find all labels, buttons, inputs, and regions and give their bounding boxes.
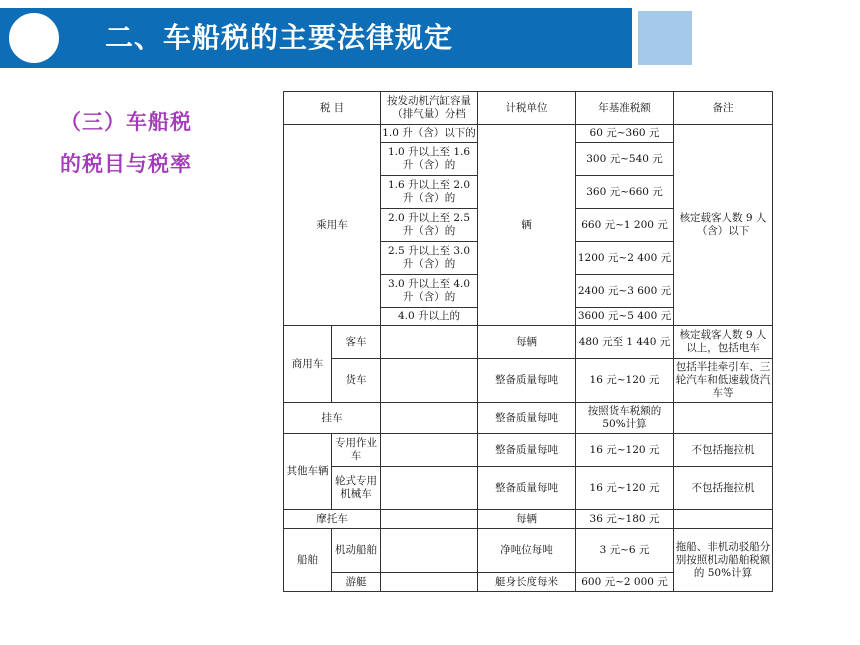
empty-cell: [381, 510, 478, 529]
bus-label: 客车: [332, 326, 381, 359]
tax-note: [674, 510, 773, 529]
tax-amount: 360 元~660 元: [576, 176, 674, 209]
tax-amount: 600 元~2 000 元: [576, 573, 674, 592]
tax-amount: 36 元~180 元: [576, 510, 674, 529]
displacement-band: 2.5 升以上至 3.0 升（含）的: [381, 242, 478, 275]
tax-amount: 16 元~120 元: [576, 467, 674, 510]
accent-square: [638, 11, 692, 65]
subtitle-line-1: （三）车船税: [60, 110, 192, 134]
table-row: [284, 326, 773, 359]
displacement-band: 2.0 升以上至 2.5 升（含）的: [381, 209, 478, 242]
tax-amount: 16 元~120 元: [576, 434, 674, 467]
truck-label: 货车: [332, 359, 381, 403]
tax-unit: 每辆: [478, 510, 576, 529]
tax-unit: 整备质量每吨: [478, 434, 576, 467]
empty-cell: [381, 403, 478, 434]
commercial-vehicle-label: 商用车: [284, 326, 332, 403]
tax-amount: 300 元~540 元: [576, 143, 674, 176]
empty-cell: [381, 326, 478, 359]
table-row: [284, 125, 773, 143]
tax-note: [674, 403, 773, 434]
empty-cell: [381, 467, 478, 510]
special-vehicle-label: 专用作业车: [332, 434, 381, 467]
tax-amount: 3 元~6 元: [576, 529, 674, 573]
tax-note: 不包括拖拉机: [674, 434, 773, 467]
empty-cell: [381, 573, 478, 592]
displacement-band: 1.0 升以上至 1.6 升（含）的: [381, 143, 478, 176]
motorcycle-label: 摩托车: [284, 510, 381, 529]
tax-unit: 净吨位每吨: [478, 529, 576, 573]
tax-unit: 整备质量每吨: [478, 403, 576, 434]
tax-unit: 每辆: [478, 326, 576, 359]
empty-cell: [381, 359, 478, 403]
tax-unit: 艇身长度每米: [478, 573, 576, 592]
header-amount: 年基准税额: [576, 92, 674, 125]
tax-amount: 按照货车税额的 50%计算: [576, 403, 674, 434]
table-row: [284, 529, 773, 573]
tax-amount: 60 元~360 元: [576, 125, 674, 143]
header-category: 税 目: [284, 92, 381, 125]
tax-amount: 480 元至 1 440 元: [576, 326, 674, 359]
tax-unit: 整备质量每吨: [478, 359, 576, 403]
passenger-note: 核定载客人数 9 人（含）以下: [674, 125, 773, 326]
tax-unit: 整备质量每吨: [478, 467, 576, 510]
displacement-band: 4.0 升以上的: [381, 308, 478, 326]
tax-amount: 2400 元~3 600 元: [576, 275, 674, 308]
motor-vessel-label: 机动船舶: [332, 529, 381, 573]
trailer-label: 挂车: [284, 403, 381, 434]
header-note: 备注: [674, 92, 773, 125]
header-displacement: 按发动机汽缸容量（排气量）分档: [381, 92, 478, 125]
tax-amount: 3600 元~5 400 元: [576, 308, 674, 326]
yacht-label: 游艇: [332, 573, 381, 592]
page-title: 二、车船税的主要法律规定: [105, 21, 454, 54]
table-row: [284, 510, 773, 529]
tax-note: 不包括拖拉机: [674, 467, 773, 510]
header-unit: 计税单位: [478, 92, 576, 125]
tax-amount: 660 元~1 200 元: [576, 209, 674, 242]
displacement-band: 1.0 升（含）以下的: [381, 125, 478, 143]
passenger-unit: 辆: [478, 125, 576, 326]
tax-note: 包括半挂牵引车、三轮汽车和低速载货汽车等: [674, 359, 773, 403]
wheeled-vehicle-label: 轮式专用机械车: [332, 467, 381, 510]
displacement-band: 3.0 升以上至 4.0 升（含）的: [381, 275, 478, 308]
table-row: [284, 359, 773, 403]
displacement-band: 1.6 升以上至 2.0 升（含）的: [381, 176, 478, 209]
vessel-label: 船舶: [284, 529, 332, 592]
passenger-car-label: 乘用车: [284, 125, 381, 326]
tax-amount: 16 元~120 元: [576, 359, 674, 403]
tax-table: [283, 91, 773, 592]
table-row: [284, 434, 773, 467]
subtitle-line-2: 的税目与税率: [60, 152, 192, 176]
tax-note: 核定载客人数 9 人以上，包括电车: [674, 326, 773, 359]
empty-cell: [381, 434, 478, 467]
table-row: [284, 403, 773, 434]
vessel-note: 拖船、非机动驳船分别按照机动船舶税额的 50%计算: [674, 529, 773, 592]
empty-cell: [381, 529, 478, 573]
table-header-row: [284, 92, 773, 125]
other-vehicle-label: 其他车辆: [284, 434, 332, 510]
table-row: [284, 467, 773, 510]
tax-amount: 1200 元~2 400 元: [576, 242, 674, 275]
circle-ornament: [4, 8, 64, 68]
